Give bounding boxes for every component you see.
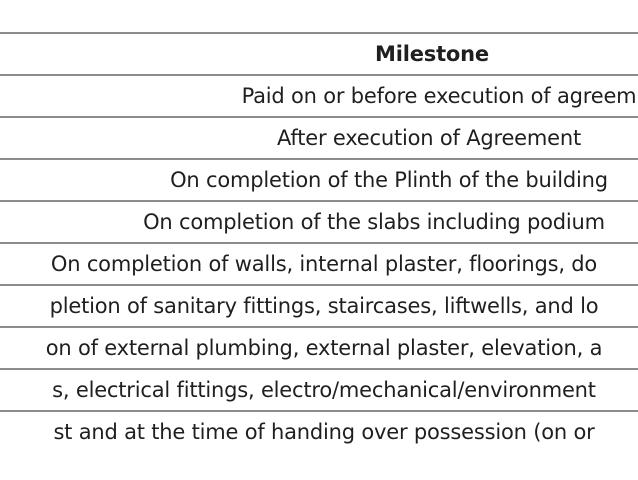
table-cell	[0, 201, 638, 243]
milestone-text: After execution of Agreement	[276, 126, 582, 150]
table-cell	[0, 75, 638, 117]
table-cell	[0, 117, 638, 159]
table-cell	[0, 159, 638, 201]
table-row	[0, 327, 638, 369]
milestone-text: On completion of the slabs including podium	[143, 210, 605, 234]
milestone-column-header	[0, 33, 638, 75]
milestone-table	[0, 32, 638, 452]
milestone-text: st and at the time of handing over possession (on or	[53, 420, 595, 444]
milestone-table-container	[0, 32, 638, 452]
table-row	[0, 243, 638, 285]
table-cell	[0, 411, 638, 452]
table-row	[0, 369, 638, 411]
table-cell	[0, 285, 638, 327]
table-row	[0, 201, 638, 243]
table-row	[0, 117, 638, 159]
milestone-text: s, electrical fittings, electro/mechanical/environment	[52, 378, 596, 402]
milestone-header-label: Milestone	[375, 42, 489, 66]
table-cell	[0, 327, 638, 369]
table-cell	[0, 243, 638, 285]
table-cell	[0, 369, 638, 411]
milestone-text: pletion of sanitary fittings, staircases, liftwells, and lo	[49, 294, 599, 318]
milestone-text: on of external plumbing, external plaster, elevation, a	[45, 336, 603, 360]
milestone-text: On completion of walls, internal plaster, floorings, do	[50, 252, 598, 276]
milestone-text: Paid on or before execution of agreem	[241, 84, 637, 108]
table-row	[0, 75, 638, 117]
table-row	[0, 411, 638, 452]
table-row	[0, 285, 638, 327]
table-row	[0, 159, 638, 201]
table-header-row	[0, 33, 638, 75]
milestone-text: On completion of the Plinth of the building	[170, 168, 608, 192]
